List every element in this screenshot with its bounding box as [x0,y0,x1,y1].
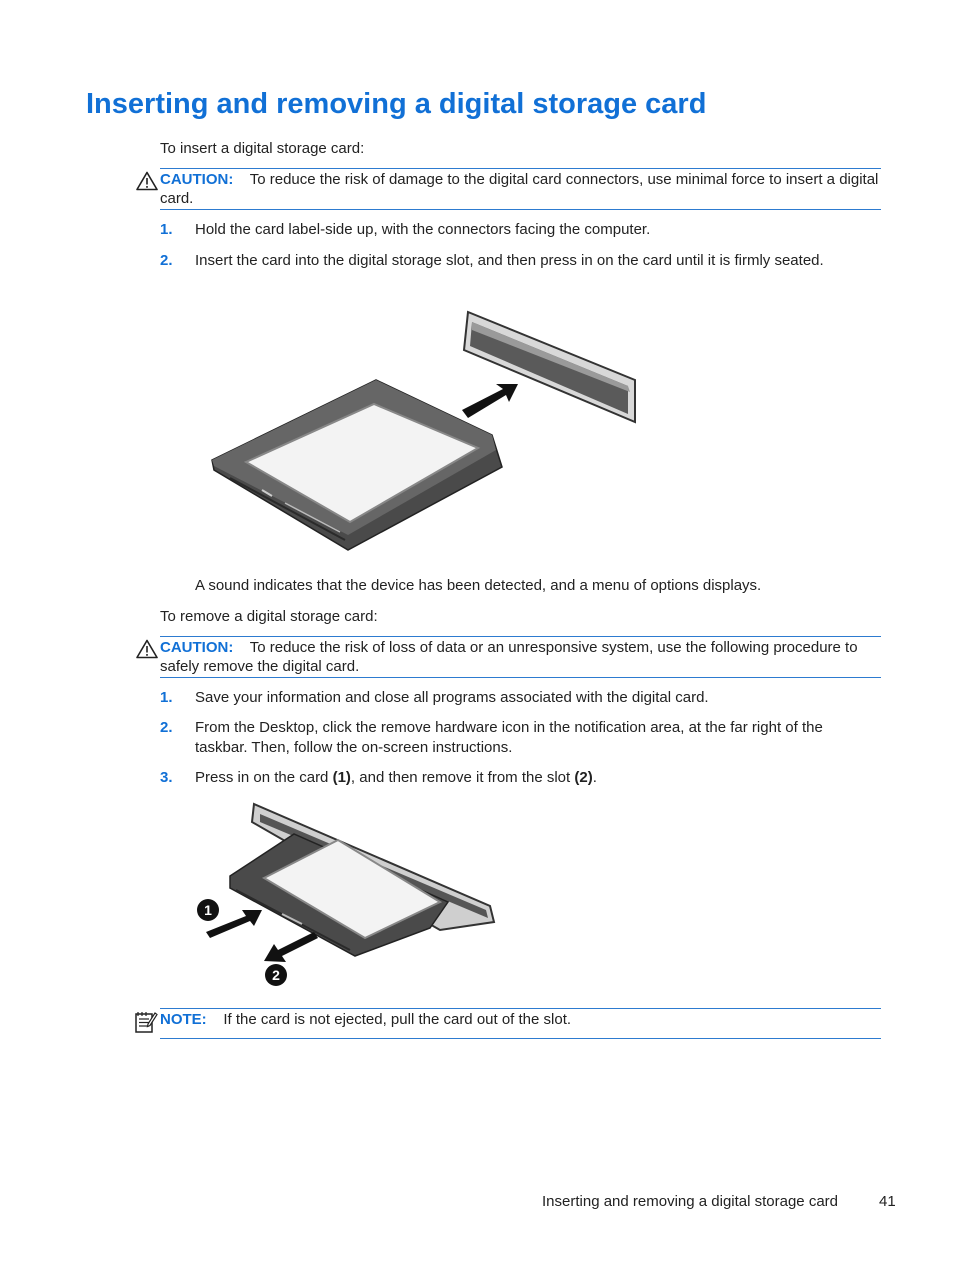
caution-label: CAUTION: [160,171,234,188]
step-number: 1. [160,689,173,706]
caution-box-insert [160,168,881,210]
svg-text:1: 1 [204,902,212,918]
sd-card [212,380,502,550]
caution-box-remove [160,636,881,678]
warning-triangle-icon [136,639,158,659]
note-label: NOTE: [160,1011,207,1028]
caution-text: To reduce the risk of loss of data or an unresponsive system, use the following procedure to safely remove the digital card. [160,639,858,675]
card-slot [464,312,635,422]
footer-section-title: Inserting and removing a digital storage card [542,1193,839,1210]
step-text: Insert the card into the digital storage slot, and then press in on the card until it is firmly seated. [195,252,824,269]
warning-triangle-icon [136,171,158,191]
step-number: 1. [160,221,173,238]
callout-ref-1: (1) [332,769,351,786]
note-box [160,1008,881,1039]
step-text: Press in on the card (1), and then remove it from the slot (2). [195,769,597,786]
page-number: 41 [879,1193,896,1210]
sd-card [230,834,448,956]
remove-card-illustration [190,798,510,998]
svg-text:2: 2 [272,967,280,983]
pull-arrow-icon [264,932,318,962]
step-text: Hold the card label-side up, with the connectors facing the computer. [195,221,651,238]
caution-label: CAUTION: [160,639,234,656]
step-text: taskbar. Then, follow the on-screen instructions. [195,739,513,756]
step-number: 2. [160,252,173,269]
insert-arrow-icon [462,384,518,418]
note-pad-icon [134,1010,158,1034]
step-text: From the Desktop, click the remove hardware icon in the notification area, at the far right of the [195,719,823,736]
callout-ref-2: (2) [574,769,593,786]
sound-text: A sound indicates that the device has been detected, and a menu of options displays. [195,577,762,594]
insert-intro: To insert a digital storage card: [160,140,365,157]
page-title: Inserting and removing a digital storage card [86,88,707,120]
note-text: If the card is not ejected, pull the card out of the slot. [223,1011,572,1028]
step-number: 3. [160,769,173,786]
callout-2-badge [265,964,287,986]
step-number: 2. [160,719,173,736]
remove-intro: To remove a digital storage card: [160,608,378,625]
insert-card-illustration [200,300,650,560]
step-text: Save your information and close all programs associated with the digital card. [195,689,709,706]
callout-1-badge [197,899,219,921]
caution-text: To reduce the risk of damage to the digital card connectors, use minimal force to insert a digital card. [160,171,879,207]
